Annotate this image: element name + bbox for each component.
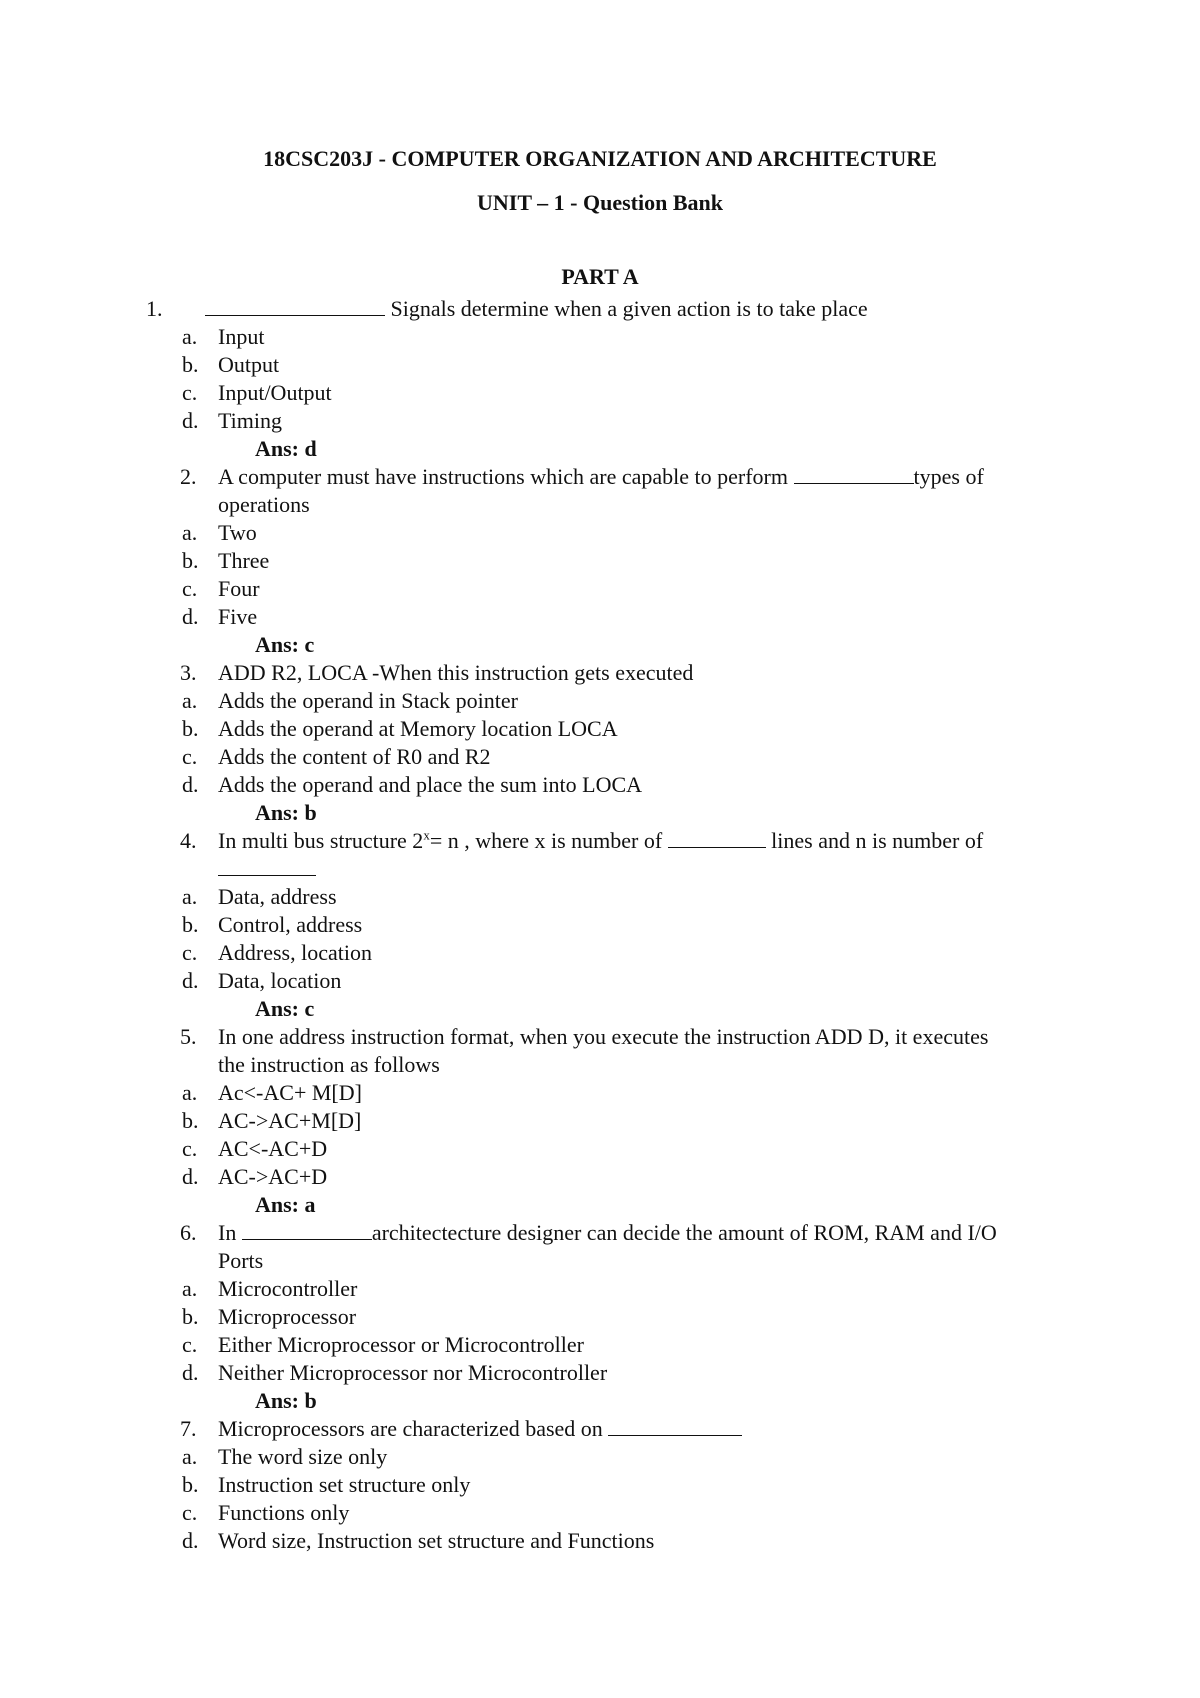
answer-blank xyxy=(668,829,766,848)
option-text: Ac<-AC+ M[D] xyxy=(218,1080,362,1105)
answer-key: Ans: c xyxy=(255,996,315,1021)
option-letter: c. xyxy=(182,1136,198,1161)
option-row xyxy=(0,1331,1200,1359)
question-1 xyxy=(0,295,1200,323)
option-text: Three xyxy=(218,548,270,573)
option-text: Adds the content of R0 and R2 xyxy=(218,744,491,769)
option-text: AC->AC+M[D] xyxy=(218,1108,362,1133)
option-text: Instruction set structure only xyxy=(218,1472,471,1497)
answer-key: Ans: c xyxy=(255,632,315,657)
option-text: Either Microprocessor or Microcontroller xyxy=(218,1332,584,1357)
option-row xyxy=(0,911,1200,939)
course-title: 18CSC203J - COMPUTER ORGANIZATION AND ARCHITECTURE xyxy=(263,146,937,171)
option-row xyxy=(0,379,1200,407)
option-text: The word size only xyxy=(218,1444,388,1469)
option-row xyxy=(0,1275,1200,1303)
option-text: Address, location xyxy=(218,940,372,965)
question-text xyxy=(218,827,1058,883)
answer-key: Ans: b xyxy=(255,800,317,825)
option-text: Input/Output xyxy=(218,380,332,405)
answer-row xyxy=(0,1387,1200,1415)
option-row xyxy=(0,323,1200,351)
option-row xyxy=(0,1443,1200,1471)
option-text: Data, address xyxy=(218,884,337,909)
answer-blank xyxy=(794,465,914,484)
option-text: Adds the operand at Memory location LOCA xyxy=(218,716,618,741)
unit-title: UNIT – 1 - Question Bank xyxy=(477,190,723,215)
option-letter: d. xyxy=(182,1164,199,1189)
question-text-prefix: A computer must have instructions which are capable to perform xyxy=(218,464,794,489)
option-letter: d. xyxy=(182,968,199,993)
option-text: Adds the operand and place the sum into LOCA xyxy=(218,772,643,797)
option-row xyxy=(0,1471,1200,1499)
question-3 xyxy=(0,659,1200,687)
option-text: AC->AC+D xyxy=(218,1164,328,1189)
question-text xyxy=(218,1415,1058,1443)
option-text: Microprocessor xyxy=(218,1304,357,1329)
part-title: PART A xyxy=(561,264,639,289)
option-letter: b. xyxy=(182,1108,199,1133)
question-text: ADD R2, LOCA -When this instruction gets executed xyxy=(218,660,694,685)
answer-blank xyxy=(608,1417,742,1436)
option-text: Control, address xyxy=(218,912,363,937)
option-row xyxy=(0,1135,1200,1163)
option-row xyxy=(0,939,1200,967)
question-text xyxy=(218,1219,1028,1275)
question-number: 5. xyxy=(180,1024,197,1049)
option-letter: b. xyxy=(182,352,199,377)
option-row xyxy=(0,1527,1200,1555)
option-row xyxy=(0,743,1200,771)
question-list xyxy=(0,295,1200,1555)
question-6 xyxy=(0,1219,1200,1275)
option-row xyxy=(0,967,1200,995)
option-text: Adds the operand in Stack pointer xyxy=(218,688,518,713)
option-letter: b. xyxy=(182,716,199,741)
option-row xyxy=(0,715,1200,743)
option-text: Microcontroller xyxy=(218,1276,358,1301)
answer-key: Ans: a xyxy=(255,1192,316,1217)
option-text: Output xyxy=(218,352,280,377)
answer-row xyxy=(0,799,1200,827)
option-text: Neither Microprocessor nor Microcontroller xyxy=(218,1360,608,1385)
option-row xyxy=(0,1499,1200,1527)
option-text: Data, location xyxy=(218,968,342,993)
question-text xyxy=(205,295,1045,323)
option-letter: b. xyxy=(182,1304,199,1329)
answer-row xyxy=(0,995,1200,1023)
option-row xyxy=(0,407,1200,435)
question-text-suffix: architectecture designer can decide the amount of ROM, RAM and I/O Ports xyxy=(218,1220,997,1273)
option-row xyxy=(0,1163,1200,1191)
option-text: Functions only xyxy=(218,1500,350,1525)
answer-row xyxy=(0,1191,1200,1219)
option-text: Two xyxy=(218,520,257,545)
option-letter: a. xyxy=(182,520,198,545)
question-2 xyxy=(0,463,1200,519)
question-number: 6. xyxy=(180,1220,197,1245)
question-number: 1. xyxy=(146,296,163,321)
option-letter: a. xyxy=(182,1080,198,1105)
question-text xyxy=(218,463,1058,519)
answer-blank xyxy=(242,1221,372,1240)
superscript-x: x xyxy=(423,827,430,843)
answer-blank xyxy=(205,297,385,316)
question-number: 4. xyxy=(180,828,197,853)
option-letter: a. xyxy=(182,1276,198,1301)
option-letter: c. xyxy=(182,380,198,405)
option-text: AC<-AC+D xyxy=(218,1136,328,1161)
answer-key: Ans: d xyxy=(255,436,317,461)
option-letter: d. xyxy=(182,1528,199,1553)
question-4 xyxy=(0,827,1200,883)
option-row xyxy=(0,575,1200,603)
option-text: Four xyxy=(218,576,260,601)
option-letter: b. xyxy=(182,548,199,573)
option-row xyxy=(0,687,1200,715)
question-text-suffix: Signals determine when a given action is to take place xyxy=(385,296,868,321)
question-number: 7. xyxy=(180,1416,197,1441)
option-text: Timing xyxy=(218,408,283,433)
option-letter: d. xyxy=(182,408,199,433)
option-row xyxy=(0,771,1200,799)
option-text: Word size, Instruction set structure and Functions xyxy=(218,1528,655,1553)
question-5 xyxy=(0,1023,1200,1079)
option-letter: d. xyxy=(182,772,199,797)
answer-blank xyxy=(218,857,316,876)
answer-row xyxy=(0,435,1200,463)
option-row xyxy=(0,547,1200,575)
option-letter: a. xyxy=(182,1444,198,1469)
option-row xyxy=(0,519,1200,547)
question-text-prefix: In xyxy=(218,1220,242,1245)
option-row xyxy=(0,1359,1200,1387)
option-letter: c. xyxy=(182,1332,198,1357)
question-number: 2. xyxy=(180,464,197,489)
option-row xyxy=(0,1303,1200,1331)
option-letter: a. xyxy=(182,324,198,349)
option-letter: c. xyxy=(182,940,198,965)
option-letter: d. xyxy=(182,604,199,629)
option-letter: c. xyxy=(182,576,198,601)
option-letter: c. xyxy=(182,744,198,769)
option-row xyxy=(0,1079,1200,1107)
option-letter: a. xyxy=(182,884,198,909)
question-text-suffix: types of operations xyxy=(218,464,984,517)
question-text-mid: = n , where x is number of xyxy=(429,828,668,853)
question-text: In one address instruction format, when you execute the instruction ADD D, it executes the instruction as follows xyxy=(218,1024,989,1077)
question-text-prefix: In multi bus structure 2 xyxy=(218,828,424,853)
option-row xyxy=(0,883,1200,911)
question-text-suffix: lines and n is number of xyxy=(765,828,984,853)
answer-row xyxy=(0,631,1200,659)
option-text: Input xyxy=(218,324,265,349)
question-7 xyxy=(0,1415,1200,1443)
answer-key: Ans: b xyxy=(255,1388,317,1413)
option-row xyxy=(0,351,1200,379)
question-number: 3. xyxy=(180,660,197,685)
option-row xyxy=(0,603,1200,631)
question-text-prefix: Microprocessors are characterized based on xyxy=(218,1416,609,1441)
option-letter: b. xyxy=(182,912,199,937)
option-row xyxy=(0,1107,1200,1135)
option-letter: c. xyxy=(182,1500,198,1525)
option-letter: a. xyxy=(182,688,198,713)
option-letter: d. xyxy=(182,1360,199,1385)
option-text: Five xyxy=(218,604,258,629)
option-letter: b. xyxy=(182,1472,199,1497)
